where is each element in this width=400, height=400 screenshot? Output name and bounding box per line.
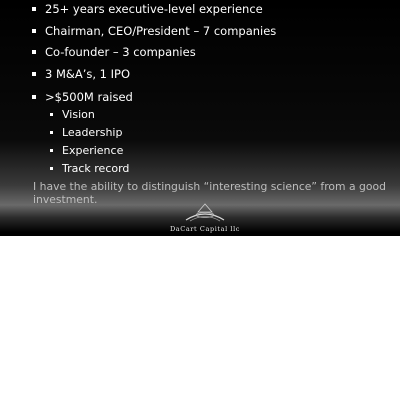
sub-bullet-track-record (50, 162, 129, 176)
bullet-cofounder (32, 45, 196, 59)
bullet-text: >$500M raised (45, 90, 133, 104)
bullet-text: 25+ years executive-level experience (45, 2, 263, 16)
bullet-chairman (32, 24, 276, 38)
sub-bullet-text: Leadership (62, 126, 123, 139)
bullet-text: Chairman, CEO/President – 7 companies (45, 24, 277, 38)
sub-bullet-marker (50, 131, 53, 134)
sub-bullet-leadership (50, 126, 122, 140)
sub-bullet-experience (50, 144, 123, 158)
sub-bullet-text: Track record (62, 162, 130, 175)
bullet-marker (32, 50, 36, 54)
bullet-experience (32, 2, 263, 16)
bullet-marker (32, 7, 36, 11)
bullet-raised (32, 90, 133, 104)
logo-wordmark: DaCart Capital llc (169, 225, 241, 233)
sub-bullet-text: Experience (62, 144, 124, 157)
sub-bullet-marker (50, 113, 53, 116)
bullet-marker (32, 72, 36, 76)
sub-bullet-marker (50, 167, 53, 170)
sub-bullet-vision (50, 108, 95, 122)
closing-statement: I have the ability to distinguish “interesting science” from a good investment. (33, 180, 386, 206)
sub-bullet-text: Vision (62, 108, 95, 121)
bullet-marker (32, 29, 36, 33)
bullet-ma-ipo (32, 67, 130, 81)
bullet-marker (32, 95, 36, 99)
sub-bullet-marker (50, 149, 53, 152)
logo-emblem-icon (180, 200, 230, 224)
company-logo (160, 200, 250, 236)
bullet-text: 3 M&A’s, 1 IPO (45, 67, 131, 81)
bullet-text: Co-founder – 3 companies (45, 45, 196, 59)
